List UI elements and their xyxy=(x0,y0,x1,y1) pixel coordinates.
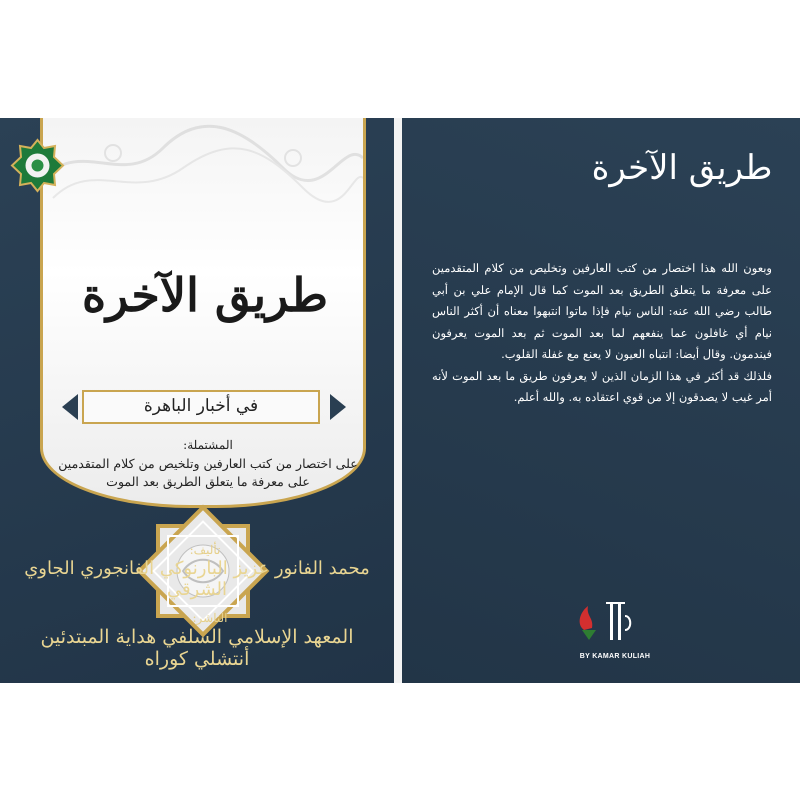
blurb-paragraph-1: وبعون الله هذا اختصار من كتب العارفين وتخليص من كلام المتقدمين على معرفة ما يتعلق الطريق بعد الموت كما قال الإمام علي بن أبي طالب رضي الله عنه: الناس نيام فإذا ماتوا انتبهوا معناه أن أكثر الناس نيام أي غافلون عما ينفعهم لما بعد الموت ثم بعد الموت يعرفون فيندمون. وقال أيضا: انتباه العيون لا يعنع مع غفلة القلوب. xyxy=(432,261,772,361)
back-cover xyxy=(402,118,800,683)
back-cover-blurb xyxy=(432,258,772,409)
publisher-label: الناشر: xyxy=(192,611,228,625)
blurb-paragraph-2: فلذلك قد أكثر في هذا الزمان الذين لا يعرفون طريق ما بعد الموت لأنه أمر غيب لا يصدقون إلا من قوي اعتقاده به. والله أعلم. xyxy=(432,368,772,404)
cover-subtitle: في أخبار الباهرة xyxy=(143,396,259,416)
description-label: المشتملة: xyxy=(183,438,233,452)
description-line-2: على معرفة ما يتعلق الطريق بعد الموت xyxy=(106,474,310,489)
right-arrow-ornament xyxy=(330,394,346,420)
cover-divider xyxy=(394,118,402,683)
cover-title: طريق الآخرة xyxy=(81,268,329,322)
back-cover-title: طريق الآخرة xyxy=(591,148,773,188)
left-arrow-ornament xyxy=(62,394,78,420)
subtitle-frame xyxy=(82,390,320,424)
author-label: تأليف: xyxy=(189,543,221,557)
institute-logo-icon xyxy=(10,138,65,193)
publisher-logo-text: BY KAMAR KULIAH xyxy=(579,653,651,660)
floral-ornament xyxy=(43,118,363,208)
front-cover xyxy=(0,118,394,683)
description-line-1: على اختصار من كتب العارفين وتلخيص من كلام المتقدمين xyxy=(58,456,358,471)
publisher-name: المعهد الإسلامي السلفي هداية المبتدئين أنتشلي كوراه xyxy=(40,626,354,670)
publisher-logo-icon xyxy=(570,596,650,644)
author-name: محمد الفانور عزيز البارنوكي الفانجوري الجاوي الشرقي xyxy=(24,558,370,600)
